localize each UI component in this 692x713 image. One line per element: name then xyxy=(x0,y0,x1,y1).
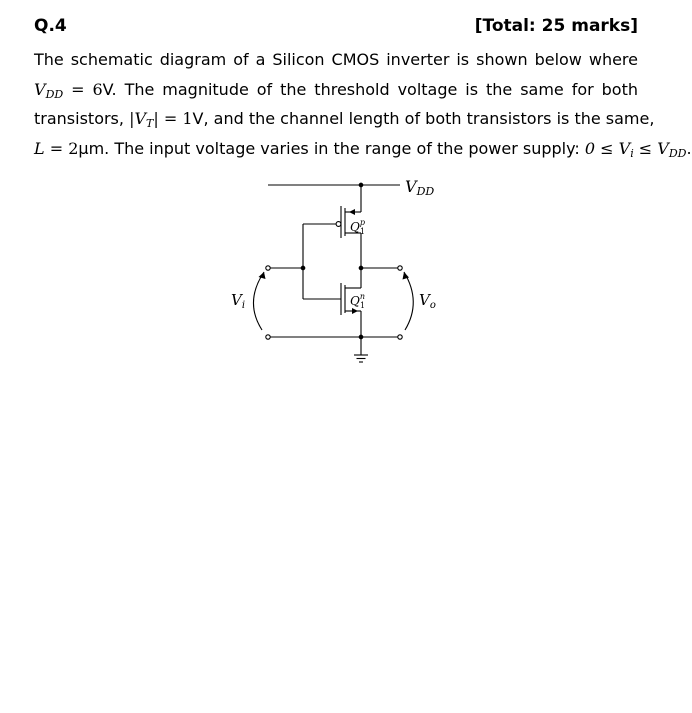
vdd-subscript: DD xyxy=(45,87,64,101)
text-line-4-end: . xyxy=(686,138,692,158)
text-line-3-rest: V, and the channel length of both transistors is the same, xyxy=(192,109,655,128)
vi-arrow xyxy=(253,272,264,330)
output-ground-terminal xyxy=(398,335,402,339)
ground-node xyxy=(359,335,363,339)
vi-label: $V_i$ xyxy=(231,291,246,311)
output-terminal xyxy=(398,266,402,270)
nmos-source-arrow-icon xyxy=(352,308,358,314)
vt-equals: | = 1 xyxy=(153,109,193,128)
question-number: Q.4 xyxy=(34,16,67,36)
vt-symbol: |V xyxy=(129,109,147,128)
vo-label: $V_o$ xyxy=(419,291,436,311)
vo-arrow xyxy=(404,272,413,330)
text-line-4-mid: µm. The input voltage varies in the range of the power supply: xyxy=(78,138,585,158)
vdd-equals: = 6 xyxy=(63,79,103,99)
vi-range-start: 0 ≤ V xyxy=(584,138,631,158)
vi-arrowhead-icon xyxy=(259,272,266,279)
input-ground-terminal xyxy=(266,335,270,339)
input-terminal xyxy=(266,266,270,270)
vdd-label: VDD xyxy=(405,177,435,198)
vt-subscript: T xyxy=(146,117,154,130)
text-line-1: The schematic diagram of a Silicon CMOS inverter is shown below where xyxy=(34,50,638,69)
qp-label: $Q^p$ 1 xyxy=(350,218,366,236)
length-equals: = 2 xyxy=(44,138,79,158)
vi-range-end-sub: DD xyxy=(668,146,687,160)
pmos-source-arrow-icon xyxy=(349,209,355,215)
text-line-2-rest: V. The magnitude of the threshold voltage is the same for both xyxy=(102,79,639,99)
vi-range-sub: i xyxy=(630,146,634,160)
vdd-symbol: V xyxy=(34,79,46,99)
total-marks: [Total: 25 marks] xyxy=(474,16,638,36)
vi-range-end: ≤ V xyxy=(633,138,669,158)
nmos-transistor xyxy=(341,268,361,355)
qn-label: $Q^n$ 1 xyxy=(350,292,366,310)
text-line-3-start: transistors, xyxy=(34,109,130,128)
ground-icon xyxy=(354,355,368,362)
length-symbol: L xyxy=(34,138,45,158)
